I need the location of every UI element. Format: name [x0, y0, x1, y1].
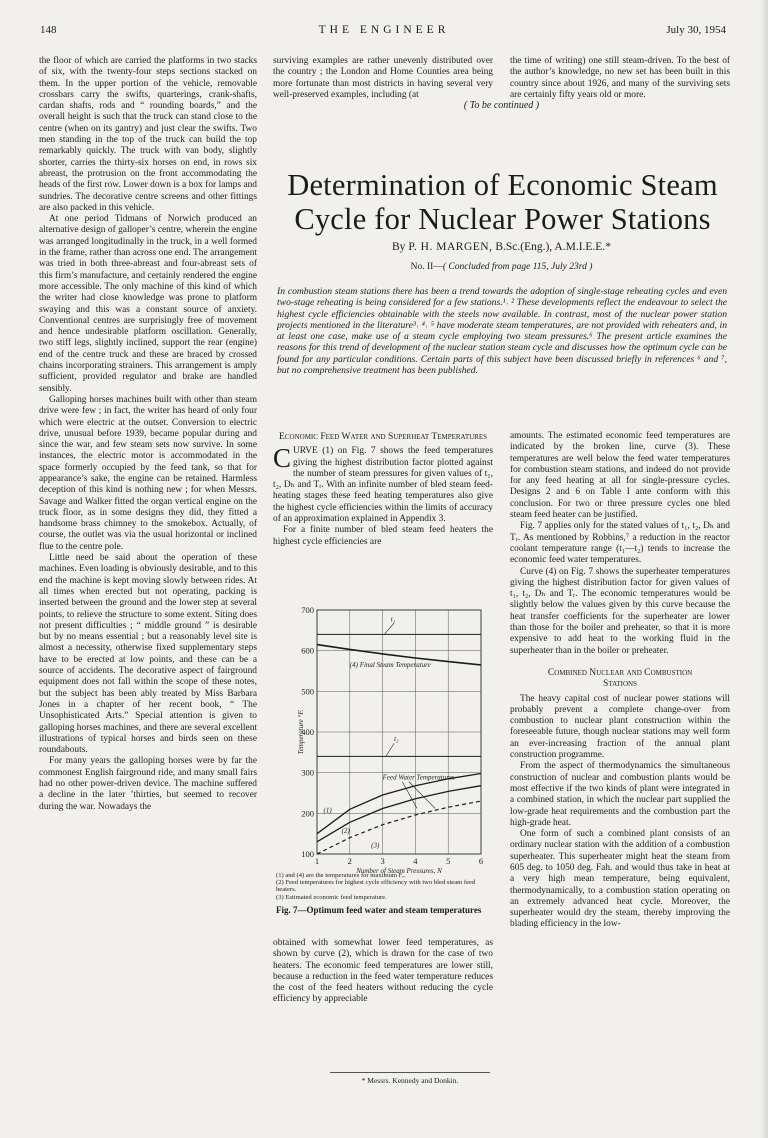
- t1-leader: [384, 623, 394, 634]
- article-title: [255, 168, 750, 236]
- paragraph: amounts. The estimated economic feed temperatures are indicated by the broken line, curve (3). These temperatures are well below the feed water temperatures for combustion steam stations, and indeed do not provide for any feed heating at all for single-pressure cycles. Designs 2 and 6 on Table I ante conform with this conclusion. For two or three pressure cycles one bled steam feed heater can be justified.: [510, 431, 730, 521]
- chart-labels: [297, 615, 455, 874]
- y-tick-label: 100: [301, 849, 314, 859]
- previous-article-column-1: [39, 56, 257, 813]
- paragraph: the time of writing) one still steam-driven. To the best of the author’s knowledge, no new set has been built in this country since about 1926, and many of the surviving sets are certainly fifty years old or more.: [510, 56, 730, 100]
- paragraph: At one period Tidmans of Norwich produced an alternative design of galloper’s centre, wherein the engine was arranged longitudinally in the truck, in a well formed in the frame, rather than across one end. The arrangement was tried in both three-abreast and four-abreast sets of this firm’s manufacture, and certainly rendered the engine more accessible. The only machine of this kind of which the writer had close knowledge was prone to platform swaying and this was a constant source of anxiety. Conventional centres are surprisingly free of movement and hence undesirable platform oscillation. Generally, two stiff legs, slightly inclined, support the rear (engine) end of the centre truck and these are braced by crossed chains incorporating strainers. This arrangement is amply sufficient, provided regulator and brake are handled sensibly.: [39, 214, 257, 394]
- byline-by: By: [392, 241, 406, 253]
- paragraph: Little need be said about the operation of these machines. Even loading is obviously desirable, and to this end the machine is kept moving slowly between rides. At all times when erected but not operating, packing is inserted between the ground and the lower step at several points, to relieve the structure to some extent. Siting does not present difficulties ; “ middle ground ” is desirable but by no means essential ; but a reasonably level site is almost a necessity, otherwise fixed supplementary steps have to be erected at low points, and these can be a source of accidents. The decorative aspect of fairground equipment does not fall within the scope of these notes, but the subject has been ably treated by Miss Barbara Jones in a chapter of her recent book, “ The Unsophisticated Arts.” Special attention is given to galloping horses machines, and there are several excellent illustrations of typical horses and birds seen on these roundabouts.: [39, 553, 257, 756]
- article-column-3: [510, 431, 730, 931]
- feed-water-label: Feed Water Temperatures: [382, 773, 455, 782]
- author-credentials: B.Sc.(Eng.), A.M.I.E.E.*: [495, 241, 611, 253]
- figure-7: [273, 602, 493, 892]
- heading-line: Stations: [603, 678, 637, 690]
- figure-note: (1) and (4) are the temperatures for maximum Fₑ.: [276, 872, 406, 879]
- previous-article-column-3: [510, 56, 730, 101]
- paragraph: From the aspect of thermodynamics the simultaneous construction of nuclear and combustion plants would be most effective if the two kinds of plant were integrated in a combined station, in which the nuclear part supplied the low-grade heat requirements and the combustion part the high-grade heat.: [510, 761, 730, 828]
- title-line: Cycle for Nuclear Power Stations: [294, 202, 711, 236]
- footnote: * Messrs. Kennedy and Donkin.: [330, 1072, 490, 1085]
- x-tick-label: 6: [478, 856, 484, 866]
- series-note: [273, 262, 730, 272]
- paragraph: Curve (4) on Fig. 7 shows the superheater temperatures giving the highest distribution factor for given values of t₁, t₂, Dₕ and Tᵣ. The economic temperatures would be slightly below the values given by this curve because the heat transfer coefficients for the superheater are lower than those for the boiler and preheater, so that it is more expensive to add heat to the working fluid in the superheater than in the boiler or preheater.: [510, 566, 730, 656]
- paragraph: For many years the galloping horses were by far the commonest English fairground ride, and many small fairs had no other power-driven device. The machine suffered a decline in the later ’thirties, but seemed to recover during the war. Nowadays the: [39, 756, 257, 812]
- to-be-continued: ( To be continued ): [463, 100, 540, 111]
- section-heading: Economic Feed Water and Superheat Temperatures: [279, 431, 487, 442]
- x-tick-label: 3: [380, 856, 385, 866]
- byline: [273, 241, 730, 253]
- paragraph: [273, 443, 493, 525]
- x-axis-label: Number of Steam Pressures, N: [356, 867, 442, 874]
- y-tick-label: 200: [301, 808, 314, 819]
- section-heading: [510, 667, 730, 690]
- issue-date: July 30, 1954: [666, 24, 726, 36]
- series-continuation: ( Concluded from page 115, July 23rd ): [442, 262, 593, 272]
- curve1-label: (1): [323, 806, 332, 815]
- paragraph-text: URVE (1) on Fig. 7 shows the feed temperatures giving the highest distribution factor plotted against the number of steam pressures for given values of t₁, t₂, Dₕ and Tᵣ. With an infinite number of bled steam feed-heating stages these feed heating temperatures also give the highest cycle efficiencies within the limits of accuracy of an approximation explained in Appendix 3.: [273, 446, 493, 525]
- drop-cap: C: [273, 443, 292, 474]
- previous-article-column-2: [273, 56, 493, 101]
- figure-notes: [276, 872, 490, 901]
- page-edge-shadow: [760, 0, 768, 1138]
- paragraph: obtained with somewhat lower feed temperatures, as shown by curve (2), which is drawn for the case of two heaters. The economic feed temperatures are lower still, because a reduction in the feed water temperature reduces the cost of the feed heaters without reducing the cycle efficiency by appreciable: [273, 938, 493, 1005]
- y-tick-label: 700: [301, 605, 314, 615]
- figure-note: (2) Feed temperatures for highest cycle efficiency with two bled steam feed heaters.: [276, 879, 476, 894]
- title-line: Determination of Economic Steam: [287, 168, 718, 202]
- curve4-label: (4) Final Steam Temperature: [349, 660, 431, 669]
- x-tick-label: 1: [314, 856, 320, 866]
- x-tick-label: 2: [347, 856, 352, 866]
- x-tick-label: 5: [446, 856, 451, 866]
- series-number: No. II—: [410, 262, 443, 272]
- y-tick-label: 500: [301, 686, 314, 697]
- figure-note: (3) Estimated economic feed temperature.: [276, 893, 387, 901]
- chart-svg: [273, 602, 493, 874]
- paragraph: Fig. 7 applies only for the stated values of t₁, t₂, Dₕ and Tᵣ. As mentioned by Robbins,⁷ a reduction in the reactor coolant temperature range (t₁—t₂) tends to increase the economic feed water temperatures.: [510, 521, 730, 566]
- page-number: 148: [40, 24, 57, 36]
- y-tick-label: 400: [301, 727, 314, 737]
- paragraph: For a finite number of bled steam feed heaters the highest cycle efficiencies are: [273, 525, 493, 547]
- abstract: In combustion steam stations there has been a trend towards the adoption of single-stage reheating cycles and even two-stage reheating is being considered for a few stations.¹˒ ² These developments reflect the endeavour to select the highest cycle efficiencies obtainable with the steels now available. In contrast, most of the nuclear power station projects mentioned in the literature³˒ ⁴˒ ⁵ have moderate steam temperatures, are not provided with reheaters and, in at least one case, make use of a steam cycle employing two steam pressures.⁶ The present article examines the reasons for this trend of development of the nuclear station steam cycle and discusses how the optimum cycle can be found for any particular conditions. Certain parts of this subject have been discussed briefly in references ⁶ and ⁷, but no comprehensive treatment has been published.: [277, 286, 727, 377]
- curve3-label: (3): [371, 841, 380, 850]
- journal-title: THE ENGINEER: [318, 24, 450, 36]
- t2-label: t₂: [394, 734, 399, 743]
- t1-label: t₁: [390, 615, 396, 624]
- paragraph: Galloping horses machines built with other than steam drive were few ; in fact, the writer has heard of only four which were electric at the outset. Conversion to electric drive, unusual before 1939, became popular during and since the war, and few steam sets now survive. In some instances, the electric motor is accommodated in the space formerly occupied by the feed tank, so that for appearance’s sake, the engine can be retained. Harmless deception of this kind is nothing new ; for when Messrs. Savage and Walker fitted the organ vertical engine on the truck floor, as in some designs they did, they fitted a handsome brass chimney to the smokebox. Actually, of course, the outlet was via the usual horizontal or inclined flue to the centre pole.: [39, 394, 257, 552]
- paragraph: surviving examples are rather unevenly distributed over the country ; the London and Home Counties area being more fortunate than most districts in having several very well-preserved examples, including (at: [273, 56, 493, 100]
- heading-line: Combined Nuclear and Combustion: [547, 666, 693, 678]
- paragraph: The heavy capital cost of nuclear power stations will probably prevent a complete change-over from combustion to nuclear plant construction within the foreseeable future, though nuclear stations may well form an ever-increasing fraction of the annual plant construction programme.: [510, 693, 730, 761]
- figure-caption: Fig. 7—Optimum feed water and steam temperatures: [276, 905, 482, 915]
- paragraph: One form of such a combined plant consists of an ordinary nuclear station with the addition of a combustion superheater. This superheater might heat the steam from 605 deg. to 1050 deg. Fah. and would thus take in heat at a very high mean temperature, being equivalent, thermodynamically, to a combustion station operating on an extremely advanced heat cycle. Moreover, the superheater would dry the steam, thereby improving the blading efficiency in the low-: [510, 829, 730, 930]
- y-axis-label: Temperature °F.: [297, 709, 305, 755]
- article-column-2-top: [273, 431, 493, 548]
- article-column-2-bottom: [273, 938, 493, 1006]
- y-tick-label: 300: [301, 767, 314, 778]
- chart-grid: [317, 610, 481, 854]
- y-tick-label: 600: [301, 645, 314, 656]
- paragraph: the floor of which are carried the platforms in two stacks of six, with the twenty-four steps sections stacked on them. In the upper portion of the vehicle, removable crossbars carry the swifts, quarterings, crank-shafts, cardan shafts, rods and “ rounding boards,” and the overall height is such that the truck can stand close to the centre (when on its gantry) and just clear the swifts. Two men standing in the top of the truck can build the top remarkably quickly. The truck with van body, slightly shorter, carries the thirty-six horses on end, in rows six abreast, the protrusion on the front accommodating the heads of the first row. Lower down is a box for lamps and sundries. The decorative centre screens and other fittings are also packed in this vehicle.: [39, 56, 257, 213]
- chart-ticks: [301, 605, 483, 866]
- curve2-label: (2): [341, 826, 350, 835]
- t2-leader: [386, 743, 394, 756]
- x-tick-label: 4: [413, 856, 418, 866]
- author-name: P. H. MARGEN,: [408, 241, 493, 253]
